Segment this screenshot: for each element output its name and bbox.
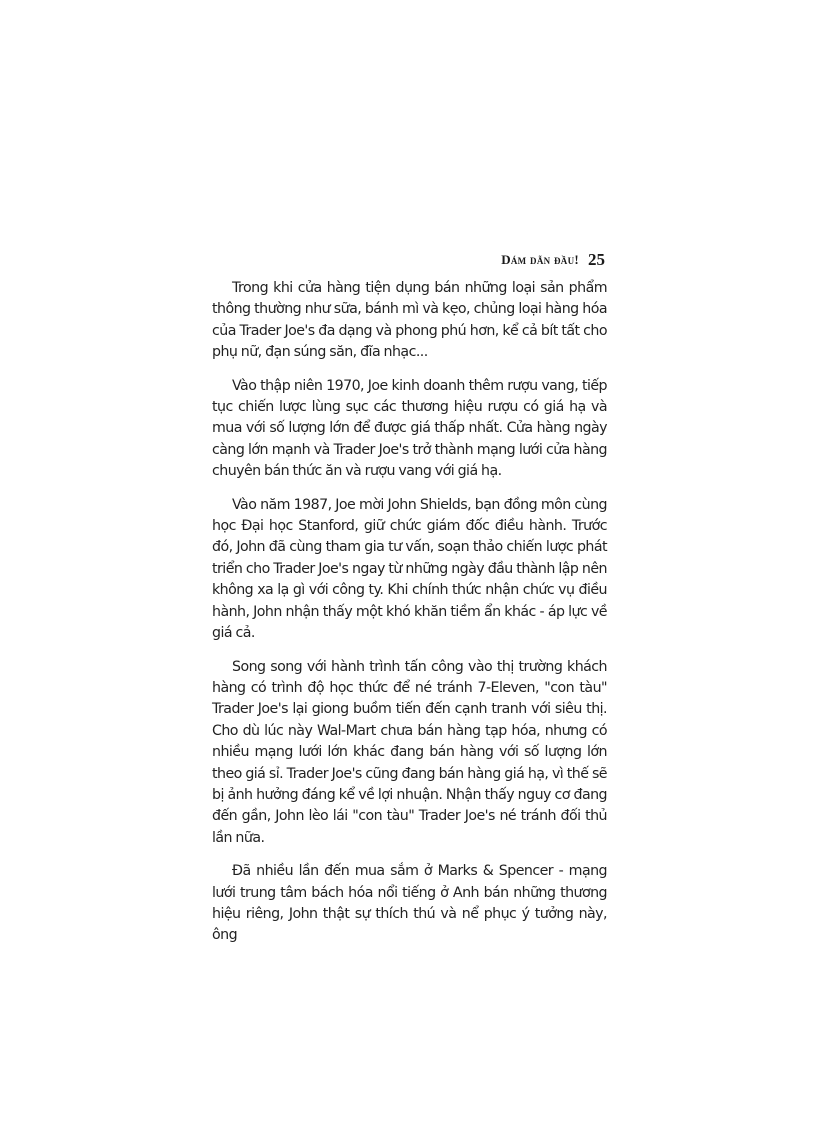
paragraph: Vào thập niên 1970, Joe kinh doanh thêm rượu vang, tiếp tục chiến lược lùng sục các thương hiệu rượu có giá hạ và mua với số lượng lớn để được giá thấp nhất. Cửa hàng ngày càng lớn mạnh và Trader Joe's trở thành mạng lưới cửa hàng chuyên bán thức ăn và rượu vang với giá hạ.: [212, 377, 607, 480]
body-text: [212, 278, 607, 959]
paragraph: Đã nhiều lần đến mua sắm ở Marks & Spencer - mạng lưới trung tâm bách hóa nổi tiếng ở Anh bán những thương hiệu riêng, John thật sự thích thú và nể phục ý tưởng này, ông: [212, 863, 607, 944]
paragraph: Song song với hành trình tấn công vào thị trường khách hàng có trình độ học thức để né tránh 7-Eleven, "con tàu" Trader Joe's lại giong buồm tiến đến cạnh tranh với siêu thị. Cho dù lúc này Wal-Mart chưa bán hàng tạp hóa, nhưng có nhiều mạng lưới lớn khác đang bán hàng với số lượng lớn theo giá sỉ. Trader Joe's cũng đang bán hàng giá hạ, vì thế sẽ bị ảnh hưởng đáng kể về lợi nhuận. Nhận thấy nguy cơ đang đến gần, John lèo lái "con tàu" Trader Joe's né tránh đối thủ lần nữa.: [212, 658, 607, 846]
running-title: Dám dẫn đầu!: [501, 252, 579, 267]
paragraph: Vào năm 1987, Joe mời John Shields, bạn đồng môn cùng học Đại học Stanford, giữ chức giám đốc điều hành. Trước đó, John đã cùng tham gia tư vấn, soạn thảo chiến lược phát triển cho Trader Joe's ngay từ những ngày đầu thành lập nên không xa lạ gì với công ty. Khi chính thức nhận chức vụ điều hành, John nhận thấy một khó khăn tiềm ẩn khác - áp lực về giá cả.: [212, 496, 607, 642]
running-header: [390, 250, 605, 270]
page-number: 25: [588, 250, 605, 269]
paragraph: Trong khi cửa hàng tiện dụng bán những loại sản phẩm thông thường như sữa, bánh mì và kẹo, chủng loại hàng hóa của Trader Joe's đa dạng và phong phú hơn, kể cả bít tất cho phụ nữ, đạn súng săn, đĩa nhạc...: [212, 280, 607, 361]
